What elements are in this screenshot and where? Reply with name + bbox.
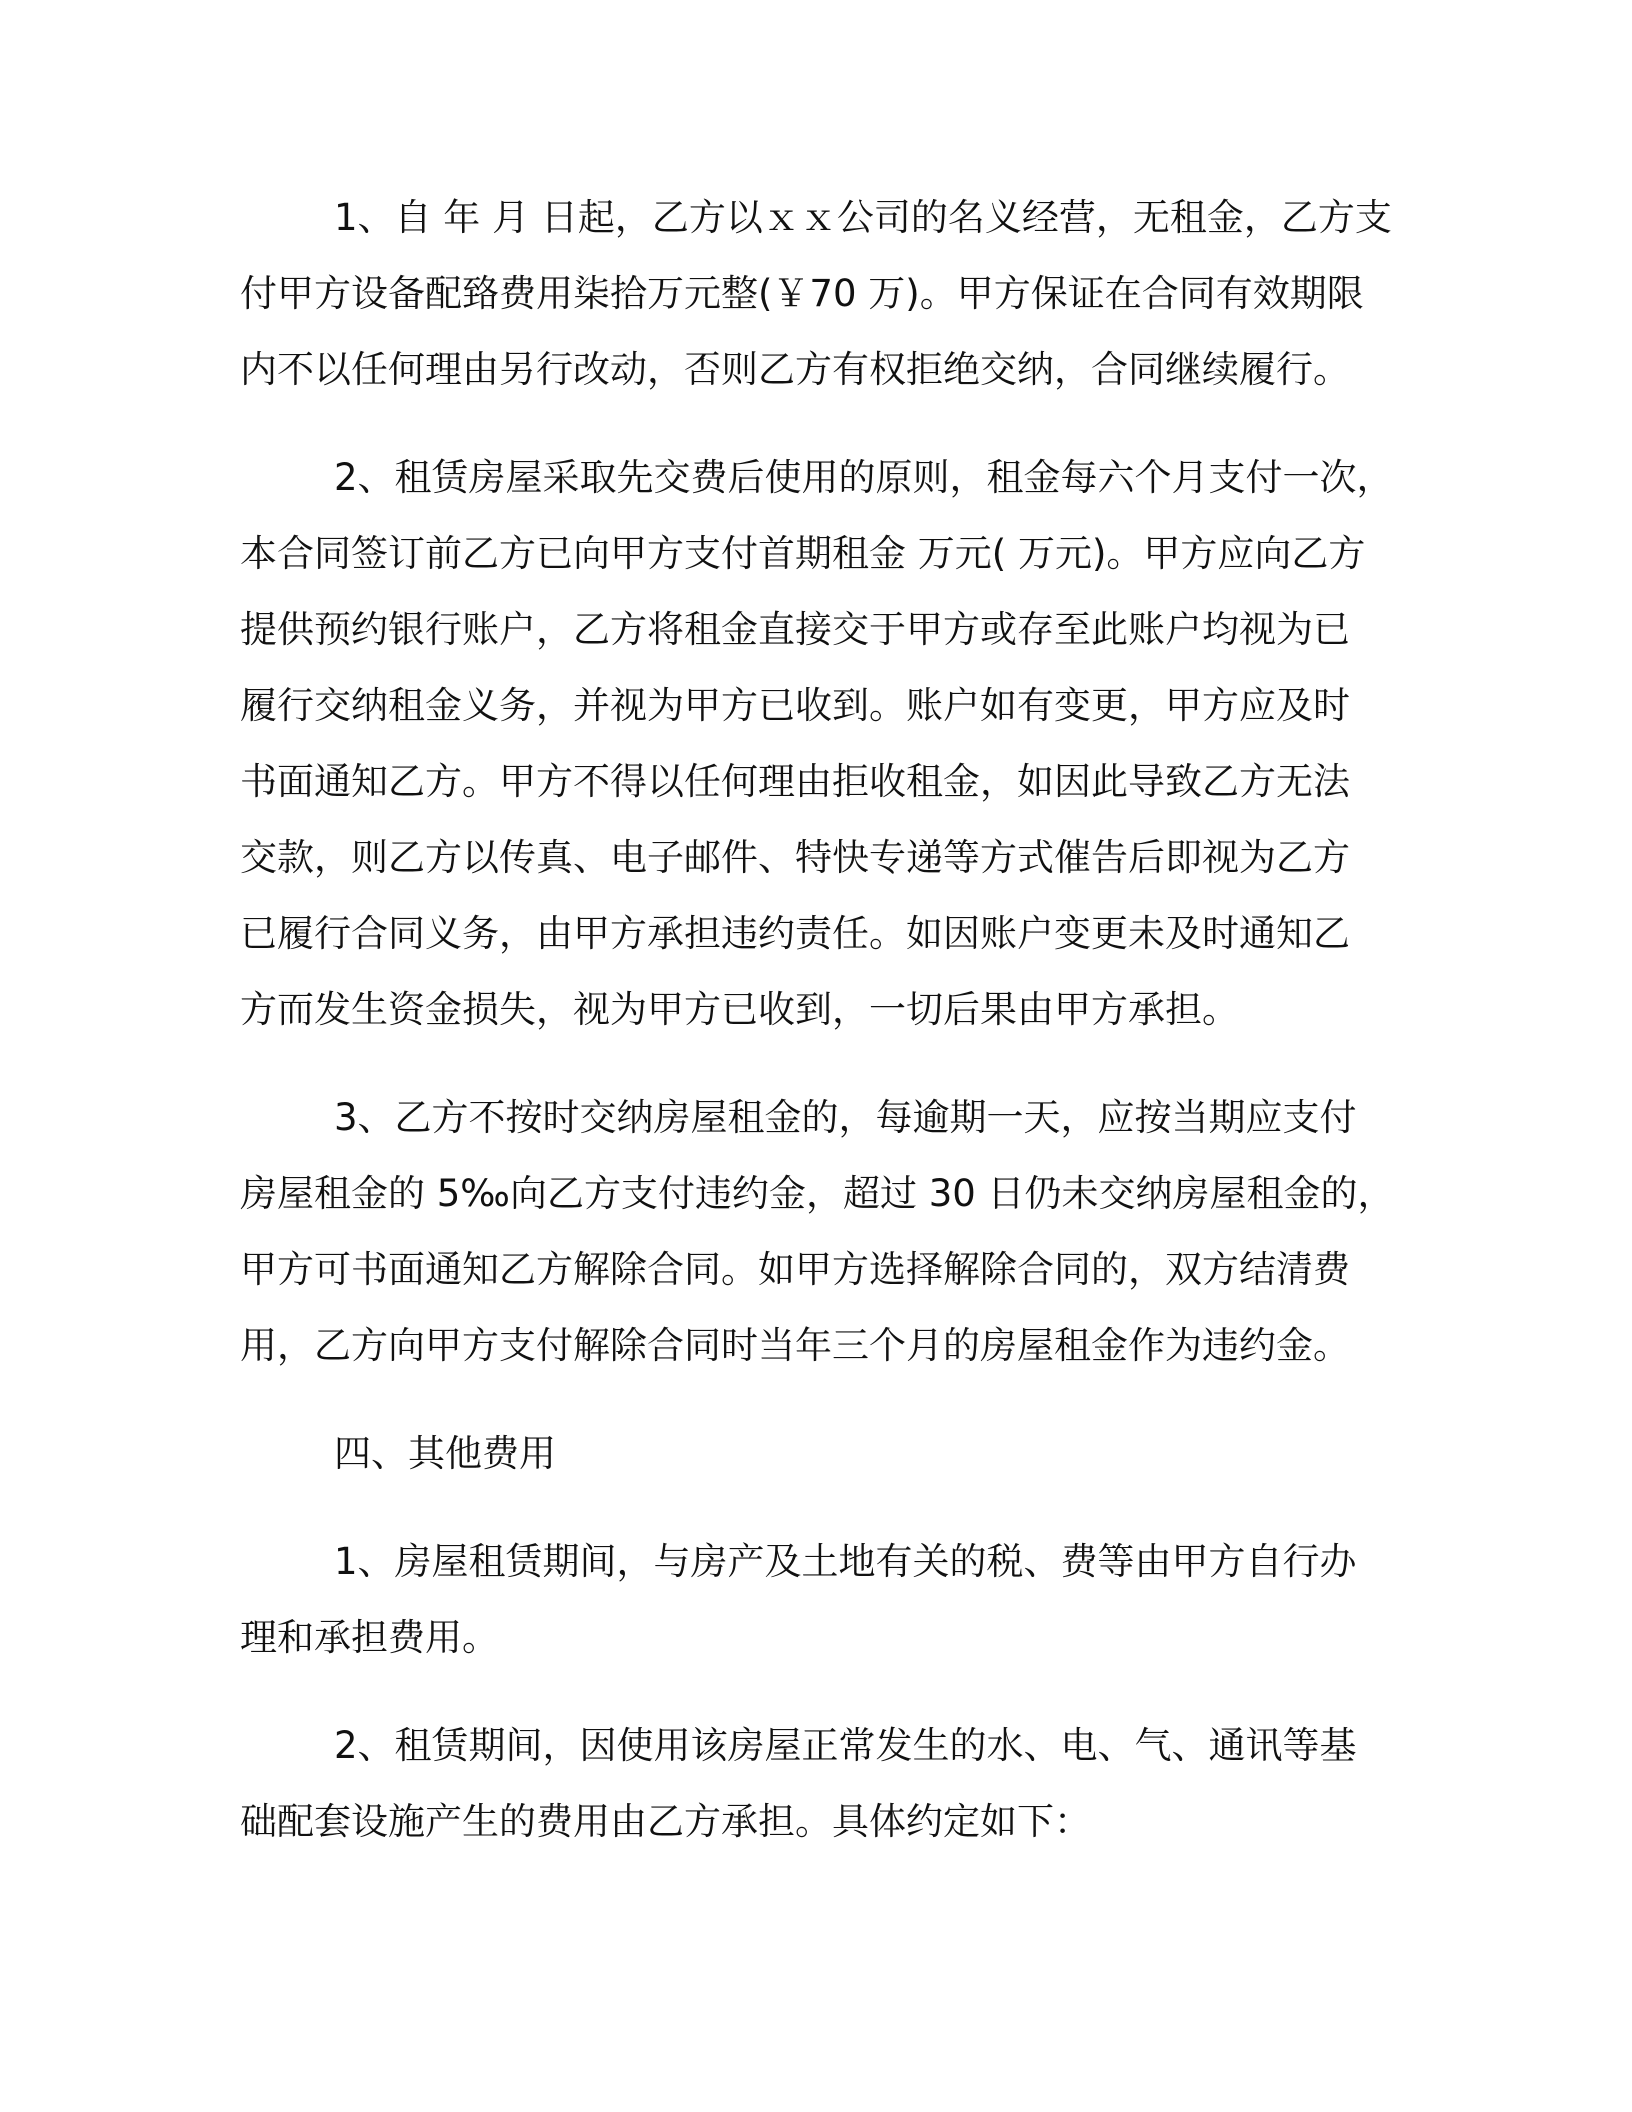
text-line: 用，乙方向甲方支付解除合同时当年三个月的房屋租金作为违约金。 [240, 1324, 1350, 1367]
text-line: 内不以任何理由另行改动，否则乙方有权拒绝交纳，合同继续履行。 [240, 348, 1350, 391]
text-line: 2、租赁期间，因使用该房屋正常发生的水、电、气、通讯等基 [334, 1724, 1357, 1767]
section-heading-other-fees: 四、其他费用 [334, 1432, 556, 1475]
text-line: 础配套设施产生的费用由乙方承担。具体约定如下： [240, 1800, 1091, 1843]
clause-2-payment [240, 440, 1394, 1048]
text-line: 2、租赁房屋采取先交费后使用的原则，租金每六个月支付一次， [334, 456, 1394, 499]
clause-4-1-taxes [240, 1524, 1390, 1676]
text-line: 交款，则乙方以传真、电子邮件、特快专递等方式催告后即视为乙方 [240, 836, 1350, 879]
text-line: 1、自 年 月 日起，乙方以ｘｘ公司的名义经营，无租金，乙方支 [334, 196, 1392, 239]
paragraph-gap [240, 1384, 1390, 1416]
text-line: 1、房屋租赁期间，与房产及土地有关的税、费等由甲方自行办 [334, 1540, 1357, 1583]
text-line: 已履行合同义务，由甲方承担违约责任。如因账户变更未及时通知乙 [240, 912, 1350, 955]
text-line: 理和承担费用。 [240, 1616, 499, 1659]
paragraph-gap [240, 1492, 1390, 1524]
text-line: 提供预约银行账户，乙方将租金直接交于甲方或存至此账户均视为已 [240, 608, 1350, 651]
text-line: 付甲方设备配臵费用柒拾万元整(￥70 万)。甲方保证在合同有效期限 [240, 272, 1364, 315]
text-line: 3、乙方不按时交纳房屋租金的，每逾期一天，应按当期应支付 [334, 1096, 1357, 1139]
paragraph-gap [240, 1048, 1390, 1080]
text-line: 履行交纳租金义务，并视为甲方已收到。账户如有变更，甲方应及时 [240, 684, 1350, 727]
text-line: 书面通知乙方。甲方不得以任何理由拒收租金，如因此导致乙方无法 [240, 760, 1350, 803]
text-line: 房屋租金的 5‰向乙方支付违约金，超过 30 日仍未交纳房屋租金的， [240, 1172, 1395, 1215]
paragraph-gap [240, 408, 1390, 440]
clause-4-2-utilities [240, 1708, 1390, 1860]
clause-1-rent-free [240, 180, 1390, 408]
paragraph-gap [240, 1676, 1390, 1708]
text-line: 本合同签订前乙方已向甲方支付首期租金 万元( 万元)。甲方应向乙方 [240, 532, 1366, 575]
text-line: 方而发生资金损失，视为甲方已收到，一切后果由甲方承担。 [240, 988, 1239, 1031]
text-line: 甲方可书面通知乙方解除合同。如甲方选择解除合同的，双方结清费 [240, 1248, 1350, 1291]
document-body [240, 180, 1395, 1860]
clause-3-late-payment [240, 1080, 1395, 1384]
